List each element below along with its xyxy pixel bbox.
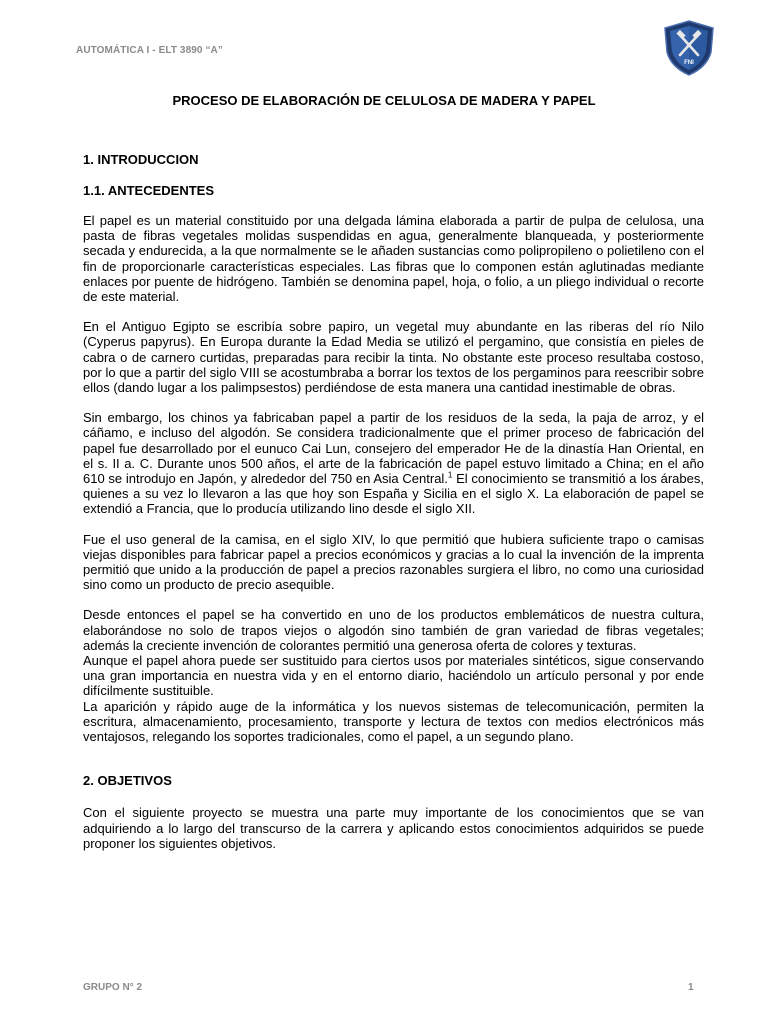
university-shield-logo [663, 20, 715, 76]
paragraph-1: El papel es un material constituido por una delgada lámina elaborada a partir de pulpa de celulosa, una pasta de fibras vegetales molidas suspendidas en agua, generalmente blanqueada, y posteriormente secada y endurecida, a la que normalmente se le añaden sustancias como polipropileno o polietileno con el fin de proporcionarle características especiales. Las fibras que lo componen están aglutinadas mediante enlaces por puente de hidrógeno. También se denomina papel, hoja, o folio, a un pliego individual o recorte de este material. [83, 213, 704, 305]
logo-text: FNI [684, 60, 694, 66]
paragraph-3-text-b: El conocimiento se transmitió a los árabes, quienes a su vez lo llevaron a las que hoy son España y Sicilia en el siglo X. La elaboración de papel se extendió a Francia, que lo producía utilizando lino desde el siglo XII. [83, 471, 704, 517]
section-heading-objetivos: 2. OBJETIVOS [83, 773, 172, 789]
paragraph-7: La aparición y rápido auge de la informática y los nuevos sistemas de telecomunicación, permiten la escritura, almacenamiento, procesamiento, transporte y lectura de textos con medios electrónicos más ventajosos, relegando los soportes tradicionales, como el papel, a un segundo plano. [83, 698, 704, 745]
paragraph-5: Desde entonces el papel se ha convertido en uno de los productos emblemáticos de nuestra cultura, elaborándose no solo de trapos viejos o algodón sino también de gran variedad de fibras vegetales; además la creciente invención de colorantes permitió una generosa oferta de colores y texturas. [83, 607, 704, 653]
page-number: 1 [688, 982, 694, 993]
paragraph-4: Fue el uso general de la camisa, en el siglo XIV, lo que permitió que hubiera suficiente trapo o camisas viejas disponibles para fabricar papel a precios económicos y gracias a lo cual la invención de la imprenta permitió que unido a la producción de papel a precios razonables surgiera el libro, no como una curiosidad sino como un producto de precio asequible. [83, 531, 704, 593]
section-heading-introduccion: 1. INTRODUCCION [83, 152, 199, 167]
paragraph-6: Aunque el papel ahora puede ser sustituido para ciertos usos por materiales sintéticos, sigue conservando una gran importancia en nuestra vida y en el entorno diario, haciéndolo un artículo personal y por ende difícilmente sustituible. [83, 653, 704, 699]
paragraph-2: En el Antiguo Egipto se escribía sobre papiro, un vegetal muy abundante en las riberas del río Nilo (Cyperus papyrus). En Europa durante la Edad Media se utilizó el pergamino, que consistía en pieles de cabra o de carnero curtidas, preparadas para recibir la tinta. No obstante este proceso resultaba costoso, por lo que a partir del siglo VIII se acostumbraba a borrar los textos de los pergaminos para reescribir sobre ellos (dando lugar a los palimpsestos) perdiéndose de esta manera una cantidad inestimable de obras. [83, 319, 704, 396]
footer-group: GRUPO N° 2 [83, 982, 143, 993]
header-course: AUTOMÁTICA I - ELT 3890 “A” [76, 45, 223, 56]
paragraph-3 [83, 410, 704, 516]
footnote-ref[interactable]: 1 [447, 470, 453, 480]
subsection-heading-antecedentes: 1.1. ANTECEDENTES [83, 183, 214, 198]
document-body [83, 151, 704, 851]
objetivos-paragraph: Con el siguiente proyecto se muestra una parte muy importante de los conocimientos que se van adquiriendo a lo largo del transcurso de la carrera y aplicando estos conocimientos adquiridos se puede proponer los siguientes objetivos. [83, 805, 704, 851]
paragraph-3-text-a: Sin embargo, los chinos ya fabricaban papel a partir de los residuos de la seda, la paja de arroz, y el cáñamo, e incluso del algodón. Se considera tradicionalmente que el primer proceso de fabricación del papel fue desarrollado por el eunuco Cai Lun, consejero del emperador He de la dinastía Han Oriental, en el s. II a. C. Durante unos 500 años, el arte de la fabricación de papel estuvo limitado a China; en el año 610 se introdujo en Japón, y alrededor del 750 en Asia Central. [83, 410, 704, 487]
document-title: PROCESO DE ELABORACIÓN DE CELULOSA DE MADERA Y PAPEL [172, 93, 596, 108]
